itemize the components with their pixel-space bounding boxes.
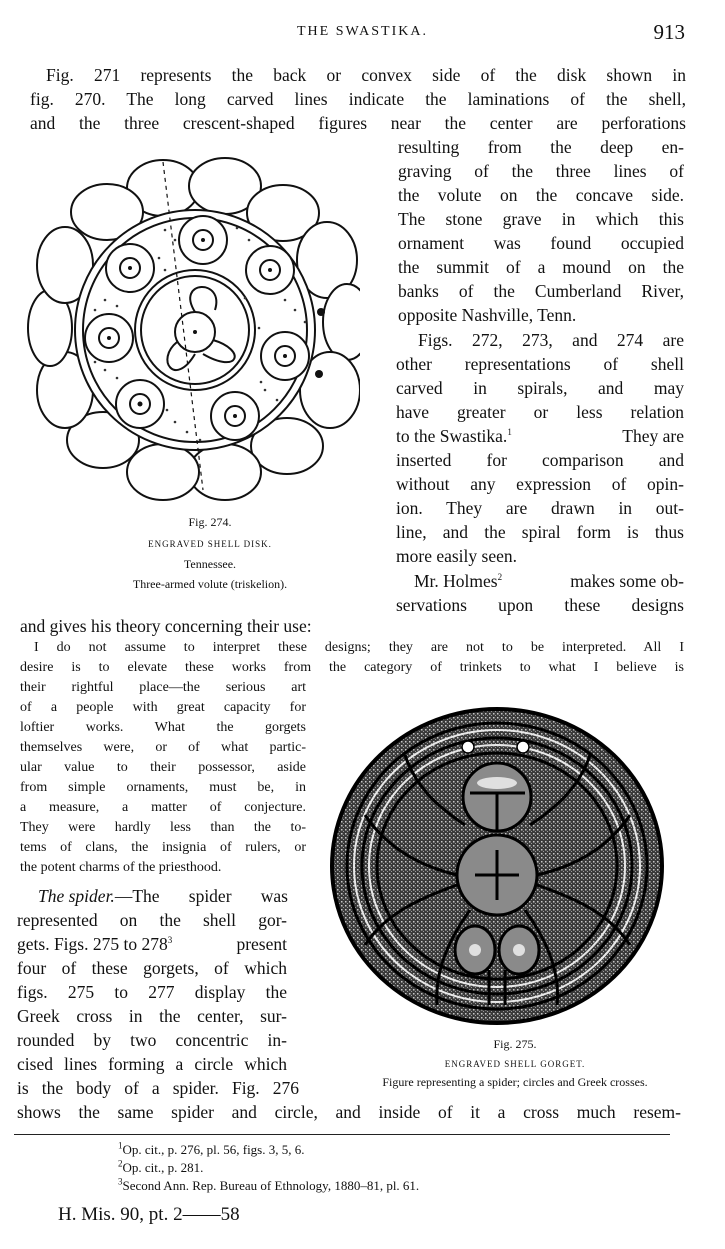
- footnote-text: Op. cit., p. 281.: [122, 1160, 204, 1175]
- body-line: the volute on the concave side.: [398, 185, 684, 205]
- body-line: line, and the spiral form is thus: [396, 522, 684, 542]
- body-line: [17, 932, 287, 957]
- fig275-title: ENGRAVED SHELL GORGET.: [444, 1059, 586, 1069]
- fig274-label: Fig. 274.: [188, 515, 232, 529]
- body-line: Greek cross in the center, sur-: [17, 1006, 287, 1026]
- quote-line: their rightful place—the serious art: [20, 680, 306, 695]
- running-title: THE SWASTIKA.: [297, 24, 428, 39]
- fig274-title: ENGRAVED SHELL DISK.: [148, 539, 272, 549]
- body-line: shows the same spider and circle, and inside of it a cross much resem-: [17, 1102, 681, 1122]
- body-line: cised lines forming a circle which: [17, 1054, 287, 1074]
- body-line: without any expression of opin-: [396, 474, 684, 494]
- fig275-description: Figure representing a spider; circles and Greek crosses.: [382, 1075, 648, 1089]
- body-line: [414, 569, 684, 594]
- quote-line: a measure, a matter of conjecture.: [20, 800, 306, 815]
- body-line: resulting from the deep en-: [398, 137, 684, 157]
- body-line: rounded by two concentric in-: [17, 1030, 287, 1050]
- footnote-text: Op. cit., p. 276, pl. 56, figs. 3, 5, 6.: [122, 1142, 305, 1157]
- quote-line: the potent charms of the priesthood.: [20, 860, 222, 875]
- body-text: —The spider was: [114, 886, 288, 906]
- body-line: banks of the Cumberland River,: [398, 281, 684, 301]
- footnote-number: 1: [118, 1140, 123, 1151]
- intro-line: fig. 270. The long carved lines indicate the laminations of the shell,: [30, 89, 686, 109]
- footnote: [118, 1141, 305, 1158]
- footnote-number: 2: [118, 1158, 123, 1169]
- quote-line: themselves were, or of what partic-: [20, 740, 306, 755]
- body-line: is the body of a spider. Fig. 276: [17, 1078, 299, 1098]
- body-line: servations upon these designs: [396, 595, 684, 615]
- intro-line: and the three crescent-shaped figures near the center are perforations: [30, 113, 686, 133]
- body-line: ornament was found occupied: [398, 233, 684, 253]
- body-line: inserted for comparison and: [396, 450, 684, 470]
- body-line: represented on the shell gor-: [17, 910, 287, 930]
- footnote-ref[interactable]: 1: [507, 427, 512, 438]
- quote-line: loftier works. What the gorgets: [20, 720, 306, 735]
- quote-line: They were hardly less than the to-: [20, 820, 306, 835]
- body-line: have greater or less relation: [396, 402, 684, 422]
- body-line: more easily seen.: [396, 546, 517, 566]
- footnote-ref[interactable]: 2: [497, 572, 503, 583]
- page-number: 913: [653, 20, 685, 44]
- body-line: opposite Nashville, Tenn.: [398, 305, 577, 325]
- body-line: Figs. 272, 273, and 274 are: [418, 330, 684, 350]
- body-line: [38, 884, 288, 909]
- body-line: [396, 424, 684, 449]
- body-text: Mr. Holmes: [414, 571, 498, 591]
- fig274-locale: Tennessee.: [183, 557, 237, 571]
- body-line: and gives his theory concerning their use:: [20, 616, 312, 636]
- footnote-divider: [14, 1134, 670, 1135]
- body-text: to the Swastika.: [396, 426, 508, 446]
- body-line: The stone grave in which this: [398, 209, 684, 229]
- footnote: [118, 1177, 419, 1194]
- body-text: present: [236, 934, 287, 954]
- fig275-gorget-illustration: [325, 705, 670, 1027]
- body-text: They are: [622, 426, 684, 446]
- section-lead: The spider.: [38, 886, 115, 906]
- footnote-ref[interactable]: 3: [167, 935, 173, 946]
- signature-mark: H. Mis. 90, pt. 2——58: [58, 1204, 240, 1225]
- footnote-number: 3: [118, 1176, 123, 1187]
- body-line: ion. They are drawn in out-: [396, 498, 684, 518]
- quote-line: tems of clans, the insignia of rulers, or: [20, 840, 306, 855]
- quote-line: of a people with great capacity for: [20, 700, 306, 715]
- fig274-description: Three-armed volute (triskelion).: [132, 577, 288, 591]
- quote-line: desire is to elevate these works from the category of trinkets to what I believe is: [20, 660, 684, 675]
- body-text: gets. Figs. 275 to 278: [17, 934, 168, 954]
- body-line: graving of the three lines of: [398, 161, 684, 181]
- body-line: carved in spirals, and may: [396, 378, 684, 398]
- footnote: [118, 1159, 203, 1176]
- body-line: four of these gorgets, of which: [17, 958, 287, 978]
- body-line: the summit of a mound on the: [398, 257, 684, 277]
- body-line: other representations of shell: [396, 354, 684, 374]
- fig274-shell-disk-illustration: [25, 150, 360, 502]
- footnote-text: Second Ann. Rep. Bureau of Ethnology, 1880–81, pl. 61.: [122, 1178, 420, 1193]
- quote-line: ular value to their possessor, aside: [20, 760, 306, 775]
- body-text: makes some ob-: [570, 571, 684, 591]
- quote-line: I do not assume to interpret these designs; they are not to be interpreted. All I: [34, 640, 684, 655]
- intro-line: Fig. 271 represents the back or convex side of the disk shown in: [46, 65, 686, 85]
- quote-line: from simple ornaments, must be, in: [20, 780, 306, 795]
- body-line: figs. 275 to 277 display the: [17, 982, 287, 1002]
- fig275-label: Fig. 275.: [493, 1037, 537, 1051]
